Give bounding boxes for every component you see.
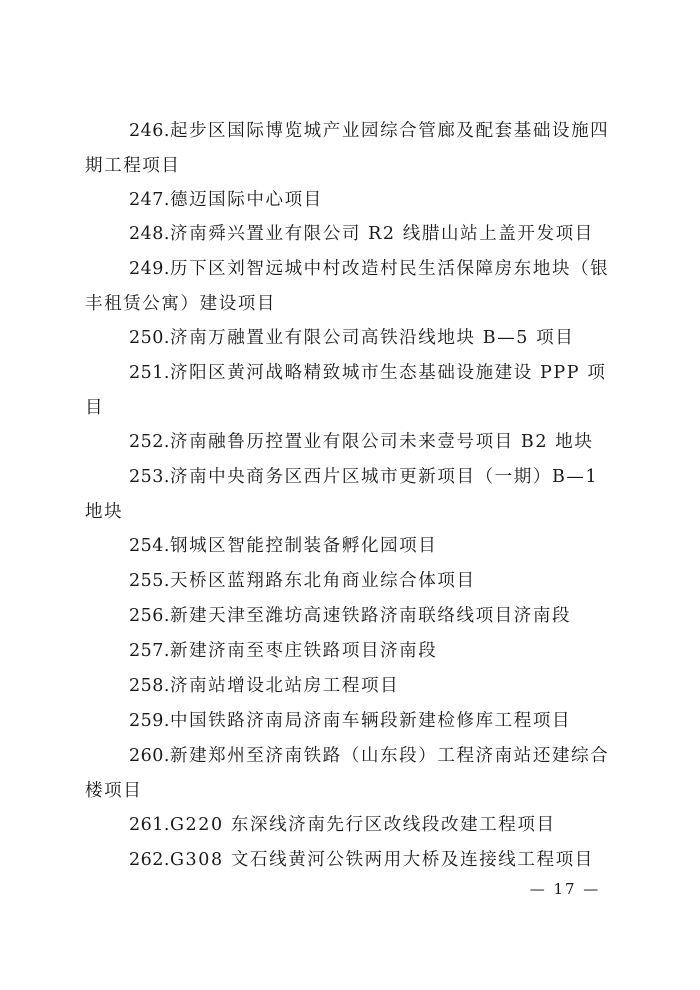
- list-item-250: [85, 321, 615, 356]
- list-item-252: [85, 425, 615, 460]
- item-number: 247.: [129, 190, 170, 210]
- item-number: 253.: [129, 467, 170, 487]
- item-text: 济南融鲁历控置业有限公司未来壹号项目 B2 地块: [169, 432, 594, 452]
- item-number: 262.: [129, 850, 170, 870]
- item-text: G220 东深线济南先行区改线段改建工程项目: [169, 815, 556, 835]
- list-item-247: [85, 183, 615, 218]
- page-number: — 17 —: [529, 880, 601, 898]
- item-text: 济南万融置业有限公司高铁沿线地块 B—5 项目: [169, 328, 575, 348]
- list-item-259: [85, 704, 615, 739]
- list-item-249: [85, 252, 615, 321]
- list-item-257: [85, 634, 615, 669]
- item-text: 新建天津至潍坊高速铁路济南联络线项目济南段: [169, 606, 572, 626]
- item-number: 254.: [129, 536, 170, 556]
- item-number: 251.: [129, 363, 170, 383]
- list-item-248: [85, 217, 615, 252]
- item-number: 249.: [129, 259, 170, 279]
- list-item-254: [85, 529, 615, 564]
- item-text: 新建郑州至济南铁路（山东段）工程济南站还建综合楼项目: [85, 746, 610, 801]
- item-text: G308 文石线黄河公铁两用大桥及连接线工程项目: [169, 850, 594, 870]
- list-item-256: [85, 599, 615, 634]
- list-item-262: [85, 843, 615, 878]
- list-item-251: [85, 356, 615, 425]
- item-number: 250.: [129, 328, 170, 348]
- item-number: 259.: [129, 711, 170, 731]
- list-item-255: [85, 564, 615, 599]
- item-text: 济南舜兴置业有限公司 R2 线腊山站上盖开发项目: [169, 224, 594, 244]
- item-number: 256.: [129, 606, 170, 626]
- list-item-253: [85, 460, 615, 529]
- item-number: 246.: [129, 121, 170, 141]
- item-text: 德迈国际中心项目: [169, 190, 323, 210]
- item-text: 起步区国际博览城产业园综合管廊及配套基础设施四期工程项目: [85, 121, 610, 176]
- list-item-260: [85, 739, 615, 808]
- item-text: 济南中央商务区西片区城市更新项目（一期）B—1 地块: [85, 467, 599, 522]
- item-number: 261.: [129, 815, 170, 835]
- item-text: 历下区刘智远城中村改造村民生活保障房东地块（银丰租赁公寓）建设项目: [85, 259, 610, 314]
- item-number: 258.: [129, 676, 170, 696]
- item-text: 济阳区黄河战略精致城市生态基础设施建设 PPP 项目: [85, 363, 607, 418]
- item-text: 新建济南至枣庄铁路项目济南段: [169, 641, 438, 661]
- item-text: 中国铁路济南局济南车辆段新建检修库工程项目: [169, 711, 572, 731]
- list-item-258: [85, 669, 615, 704]
- item-number: 260.: [129, 746, 170, 766]
- item-text: 钢城区智能控制装备孵化园项目: [169, 536, 438, 556]
- item-text: 济南站增设北站房工程项目: [169, 676, 400, 696]
- item-number: 255.: [129, 571, 170, 591]
- item-number: 252.: [129, 432, 170, 452]
- list-item-261: [85, 808, 615, 843]
- item-number: 248.: [129, 224, 170, 244]
- item-number: 257.: [129, 641, 170, 661]
- list-item-246: [85, 114, 615, 183]
- item-text: 天桥区蓝翔路东北角商业综合体项目: [169, 571, 476, 591]
